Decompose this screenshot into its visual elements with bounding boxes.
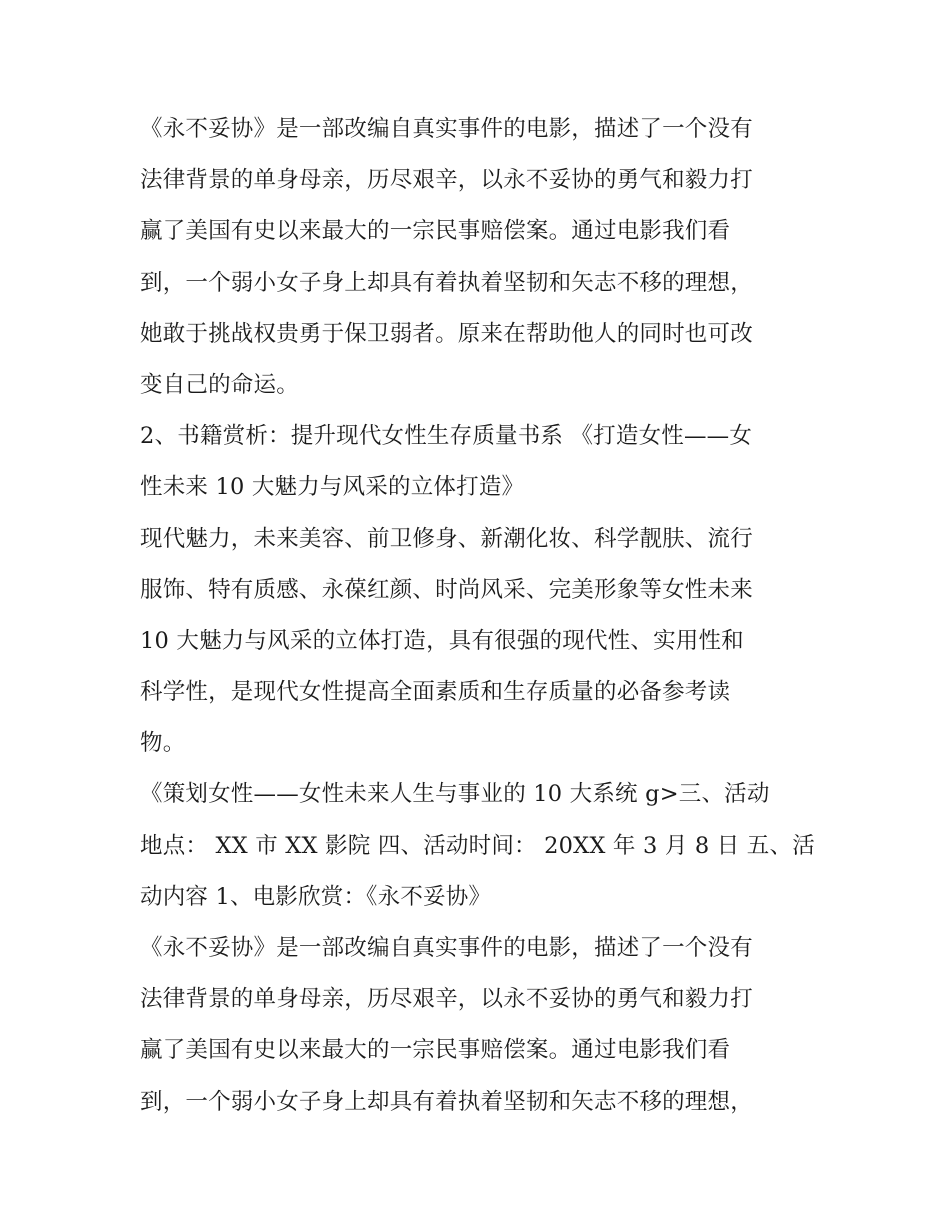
text-line: 到，一个弱小女子身上却具有着执着坚韧和矢志不移的理想， [140, 269, 753, 296]
text-line: 动内容 1、电影欣赏：《永不妥协》 [140, 883, 492, 910]
text-line: 科学性，是现代女性提高全面素质和生存质量的必备参考读 [140, 679, 731, 706]
text-line: 变自己的命运。 [140, 371, 299, 398]
text-line: 性未来 10 大魅力与风采的立体打造》 [140, 474, 525, 501]
document-body-text [140, 104, 820, 1128]
text-line: 物。 [140, 730, 186, 757]
text-line: 服饰、特有质感、永葆红颜、时尚风采、完美形象等女性未来 [140, 576, 753, 603]
text-line: 她敢于挑战权贵勇于保卫弱者。原来在帮助他人的同时也可改 [140, 320, 753, 347]
text-line: 《策划女性——女性未来人生与事业的 10 大系统 g>三、活动 [140, 781, 770, 808]
text-line: 现代魅力，未来美容、前卫修身、新潮化妆、科学靓肤、流行 [140, 525, 753, 552]
text-line: 2、书籍赏析：提升现代女性生存质量书系 《打造女性——女 [140, 423, 753, 450]
text-line: 地点： XX 市 XX 影院 四、活动时间： 20XX 年 3 月 8 日 五、活 [140, 832, 815, 859]
text-line: 法律背景的单身母亲，历尽艰辛，以永不妥协的勇气和毅力打 [140, 167, 753, 194]
text-line: 到，一个弱小女子身上却具有着执着坚韧和矢志不移的理想， [140, 1088, 753, 1115]
text-line: 《永不妥协》是一部改编自真实事件的电影，描述了一个没有 [140, 935, 753, 961]
text-line: 法律背景的单身母亲，历尽艰辛，以永不妥协的勇气和毅力打 [140, 986, 753, 1013]
text-line: 10 大魅力与风采的立体打造，具有很强的现代性、实用性和 [140, 627, 744, 654]
text-line: 赢了美国有史以来最大的一宗民事赔偿案。通过电影我们看 [140, 1037, 731, 1064]
text-line: 《永不妥协》是一部改编自真实事件的电影，描述了一个没有 [140, 116, 753, 142]
text-line: 赢了美国有史以来最大的一宗民事赔偿案。通过电影我们看 [140, 218, 731, 245]
